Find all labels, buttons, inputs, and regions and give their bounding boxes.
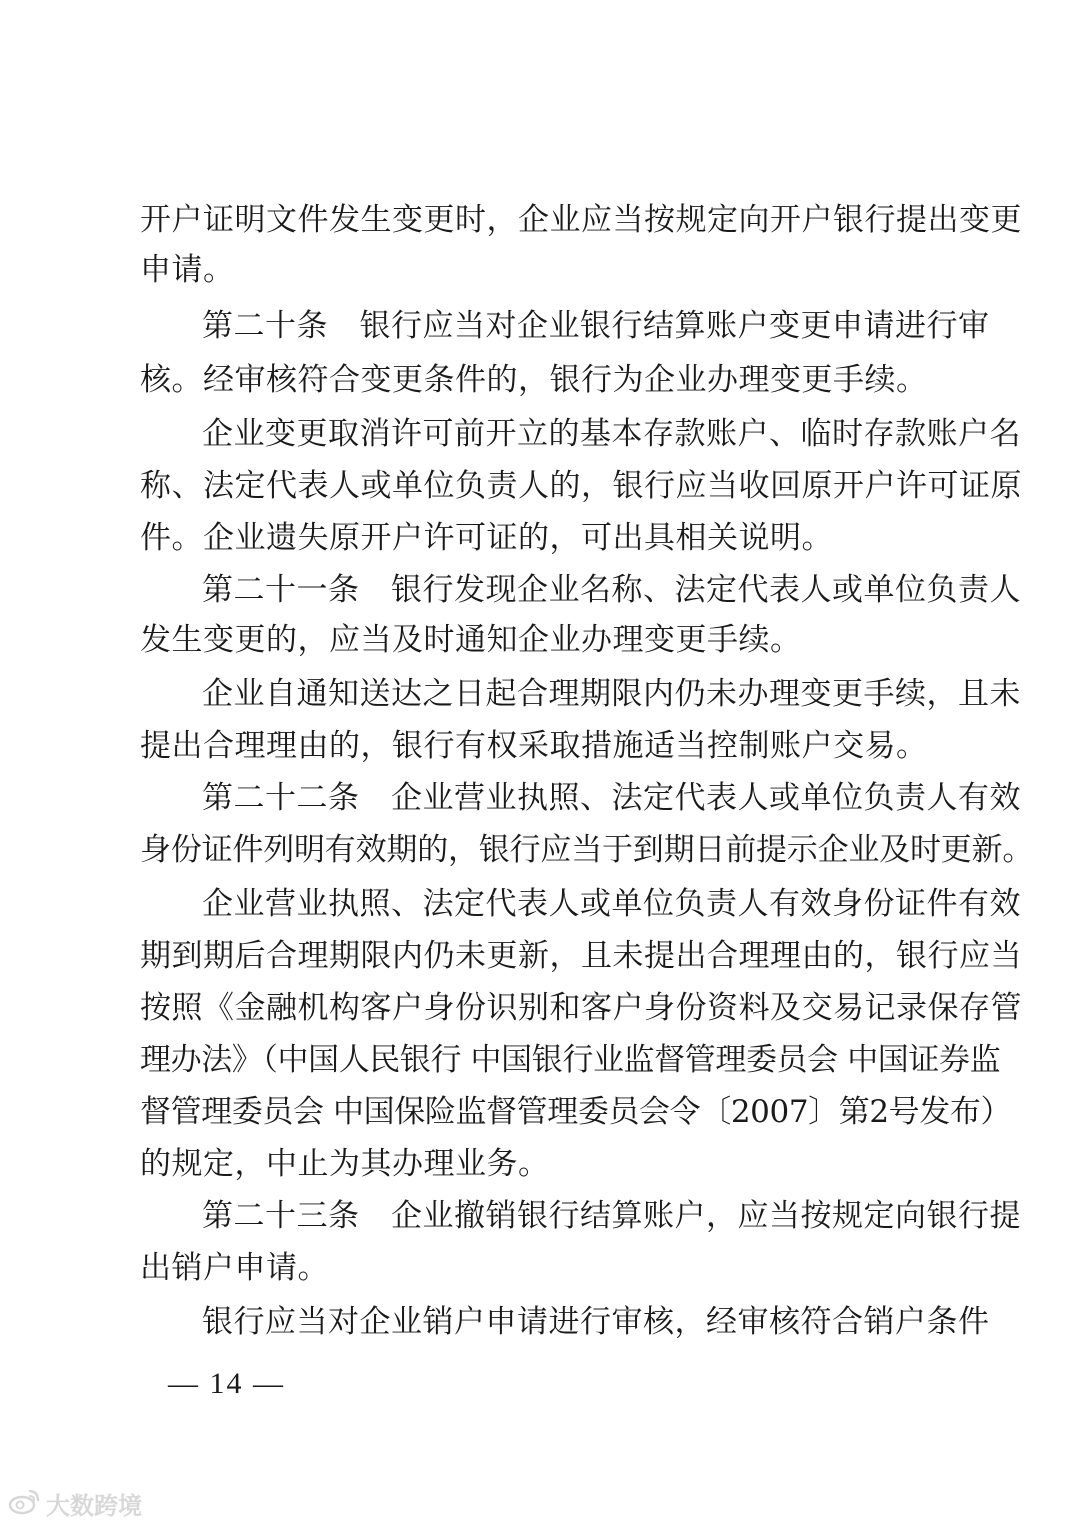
text-line-18: 督管理委员会 中国保险监督管理委员会令〔2007〕第2号发布） [140,1094,1012,1130]
text-line-6: 称、法定代表人或单位负责人的，银行应当收回原开户许可证原 [140,468,1022,504]
text-line-17: 理办法》（中国人民银行 中国银行业监督管理委员会 中国证券监 [140,1042,1001,1078]
article-23-heading-line: 第二十三条 企业撤销银行结算账户，应当按规定向银行提 [202,1198,1021,1234]
text-line-11: 提出合理理由的，银行有权采取措施适当控制账户交易。 [140,728,928,764]
weibo-logo-icon [8,1486,42,1520]
text-line-14: 企业营业执照、法定代表人或单位负责人有效身份证件有效 [202,886,1021,922]
text-line-10: 企业自通知送达之日起合理期限内仍未办理变更手续，且未 [202,676,1021,712]
text-line-13: 身份证件列明有效期的，银行应当于到期日前提示企业及时更新。 [140,832,1034,868]
text-line-1: 开户证明文件发生变更时，企业应当按规定向开户银行提出变更 [140,202,1022,238]
text-line-9: 发生变更的，应当及时通知企业办理变更手续。 [140,622,802,658]
page-number: — 14 — [168,1367,285,1400]
text-line-22: 银行应当对企业销户申请进行审核，经审核符合销户条件 [202,1304,990,1340]
watermark-text: 大数跨境 [46,1491,142,1520]
text-line-16: 按照《金融机构客户身份识别和客户身份资料及交易记录保存管 [140,990,1022,1026]
text-line-15: 期到期后合理期限内仍未更新，且未提出合理理由的，银行应当 [140,938,1022,974]
article-22-heading-line: 第二十二条 企业营业执照、法定代表人或单位负责人有效 [202,780,1021,816]
text-line-5: 企业变更取消许可前开立的基本存款账户、临时存款账户名 [202,416,1021,452]
text-line-7: 件。企业遗失原开户许可证的，可出具相关说明。 [140,520,833,556]
article-21-heading-line: 第二十一条 银行发现企业名称、法定代表人或单位负责人 [202,572,1021,608]
text-line-21: 出销户申请。 [140,1250,329,1286]
text-line-2: 申请。 [140,252,235,288]
text-line-4: 核。经审核符合变更条件的，银行为企业办理变更手续。 [140,362,928,398]
text-line-19: 的规定，中止为其办理业务。 [140,1146,550,1182]
watermark [8,1486,142,1520]
article-20-heading-line: 第二十条 银行应当对企业银行结算账户变更申请进行审 [202,308,990,344]
